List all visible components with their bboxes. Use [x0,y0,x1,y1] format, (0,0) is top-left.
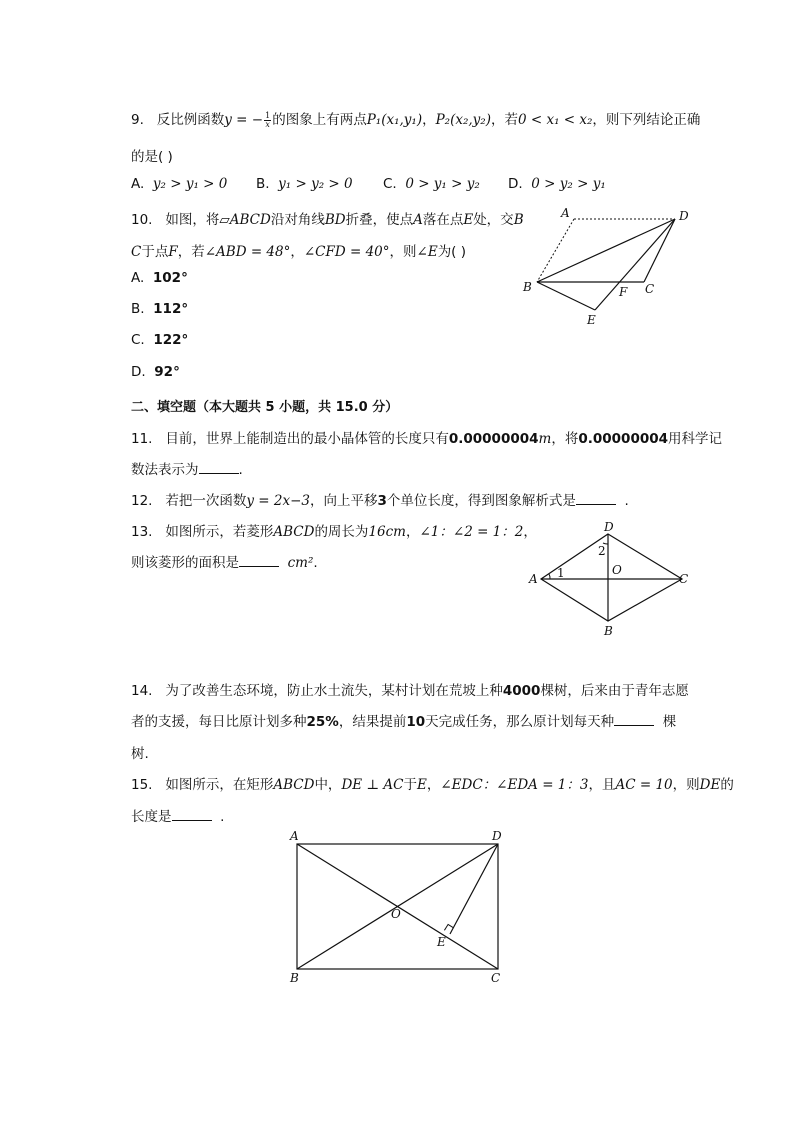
q12-end: . [624,493,629,509]
q15-label-o: O [391,907,401,921]
q10-abcd: ABCD [229,212,271,228]
q13-text-1: 如图所示，若菱形 [165,524,274,540]
q15-number: 15. [131,777,153,793]
q12-line1 [131,489,629,509]
q9-option-d [508,176,606,192]
q10-angle-e: ∠E [416,244,438,260]
q15-line1 [131,773,734,793]
q15-text-6: ，则 [672,777,700,793]
q15-e: E [416,777,427,793]
q9-y-eq: y = − [224,112,264,128]
q15-end: . [220,809,225,825]
q9-option-c-label: C. [383,176,397,192]
q11-answer-blank[interactable] [199,461,239,474]
q10-seg-de [595,219,675,310]
q11-text-2: ，将 [551,431,579,447]
q9-p2: P₂(x₂,y₂) [435,112,491,128]
q10-option-d-label: D. [131,364,146,380]
q9-option-a-text: y₂ > y₁ > 0 [152,176,228,192]
q10-line1 [131,208,524,228]
q10-sep: ， [290,244,304,260]
q10-e: E [463,212,474,228]
q13-text-4: ， [523,524,537,540]
q13-label-b: B [604,624,613,638]
q9-text-4: ，则下列结论正确 [592,112,701,128]
q9-fraction [264,112,271,129]
q15-answer-blank[interactable] [172,808,212,821]
q11-line2-text: 数法表示为 [131,462,199,478]
q15-text-7: 的 [720,777,734,793]
q14-line2 [131,710,676,730]
q13-end: . [313,555,318,571]
q10-option-c-label: C. [131,332,145,348]
q9-text-3: ，若 [490,112,518,128]
q14-line2-text-c: 天完成任务，那么原计划每天种 [425,714,615,730]
q10-figure [515,205,700,330]
q10-label-f: F [619,285,628,299]
section-2-title: 二、填空题（本大题共 5 小题，共 15.0 分） [131,400,399,415]
q10-label-d: D [679,209,689,223]
q15-seg-de [450,844,498,934]
q9-option-d-label: D. [508,176,523,192]
q9-option-b [256,176,353,192]
q13-label-a: A [529,572,538,586]
q15-label-d: D [492,829,502,843]
q10-option-b-label: B. [131,301,145,317]
q15-text-2: 中， [314,777,342,793]
q10-option-a-text: 102° [152,270,188,286]
q15-label-b: B [290,971,299,985]
q10-option-c [131,332,188,348]
q15-line2 [131,805,224,825]
q12-text-2: ，向上平移 [309,493,378,509]
q13-label-c: C [679,572,689,586]
q10-text-2: 沿对角线 [270,212,325,228]
q13-number: 13. [131,524,153,540]
q10-option-a-label: A. [131,270,145,286]
q12-answer-blank[interactable] [576,492,616,505]
q12-text-3: 个单位长度，得到图象解析式是 [386,493,576,509]
q10-angle-cfd: ∠CFD = 40° [303,244,390,260]
q14-line2-text-a: 者的支援，每日比原计划多种 [131,714,307,730]
q12-equation: y = 2x−3 [246,493,310,509]
q10-option-b [131,301,188,317]
q14-line1 [131,679,689,699]
q11-value-1: 0.00000004 [448,431,539,447]
q10-seg-dc [644,219,675,282]
q14-text-2: 棵树，后来由于青年志愿 [540,683,689,699]
q14-line2-text-b: ，结果提前 [338,714,407,730]
q13-line2 [131,551,318,571]
q13-angle-1-arc [549,574,550,579]
q9-option-a-label: A. [131,176,145,192]
q13-unit: cm² [287,555,314,571]
q9-line2: 的是( ) [131,149,173,165]
q11-number: 11. [131,431,153,447]
q13-figure [528,518,698,643]
q13-label-2: 2 [598,544,606,558]
q10-label-e: E [587,313,596,327]
q12-text-1: 若把一次函数 [165,493,247,509]
q13-ratio: ∠1：∠2 = 1：2 [419,524,524,540]
q10-seg-bd [537,219,675,282]
q13-text-3: ， [405,524,420,540]
q14-text-1: 为了改善生态环境，防止水土流失，某村计划在荒坡上种 [165,683,503,699]
q9-option-c [383,176,480,192]
q10-label-a: A [561,206,570,220]
q15-ratio: ∠EDC：∠EDA = 1：3 [440,777,589,793]
q13-line2-text: 则该菱形的面积是 [131,555,239,571]
q11-end: . [238,462,243,478]
q13-label-1: 1 [557,566,565,580]
q15-figure [285,825,510,985]
q15-text-1: 如图所示，在矩形 [165,777,274,793]
q14-line3: 树. [131,746,149,762]
q11-text-3: 用科学记 [668,431,723,447]
q15-ac: AC = 10 [615,777,673,793]
q9-frac-den: x [265,119,270,129]
q9-option-d-text: 0 > y₂ > y₁ [531,176,606,192]
q10-bd: BD [324,212,346,228]
q11-unit: m [538,431,552,447]
q10-option-a [131,270,188,286]
q13-label-d: D [604,520,614,534]
q10-number: 10. [131,212,153,228]
q9-option-b-text: y₁ > y₂ > 0 [278,176,353,192]
q12-number: 12. [131,493,153,509]
q9-p1: P₁(x₁,y₁) [366,112,423,128]
q10-line2-text-4: 为( ) [437,244,467,260]
q14-days: 10 [406,714,426,730]
q13-perimeter: 16cm [368,524,406,540]
q9-condition: 0 < x₁ < x₂ [517,112,593,128]
q15-label-c: C [491,971,501,985]
q9-line1 [131,108,700,129]
q10-c: C [131,244,142,260]
q15-line2-text: 长度是 [131,809,172,825]
q11-text-1: 目前，世界上能制造出的最小晶体管的长度只有 [165,431,449,447]
q14-trees: 4000 [502,683,541,699]
q9-text-2: 的图象上有两点 [272,112,367,128]
q9-frac-num: 1 [265,110,271,120]
q10-text-3: 折叠，使点 [345,212,414,228]
q10-text-1: 如图，将▱ [165,212,230,228]
q10-line2-text-1: 于点 [141,244,169,260]
q15-abcd: ABCD [273,777,315,793]
q11-line1 [131,427,722,447]
q10-label-c: C [645,282,655,296]
q15-label-e: E [437,935,446,949]
q10-line2-text-2: ，若 [177,244,205,260]
q10-text-4: 落在点 [422,212,464,228]
q10-option-d [131,364,180,380]
q10-line2 [131,240,466,260]
q14-line2-text-d: 棵 [662,714,677,730]
q10-angle-abd: ∠ABD = 48° [204,244,291,260]
q9-comma: ， [422,112,436,128]
q15-text-4: ， [426,777,441,793]
q14-answer-blank[interactable] [614,713,654,726]
q14-number: 14. [131,683,153,699]
q12-units: 3 [377,493,387,509]
q10-label-b: B [523,280,532,294]
q10-text-5: 处，交 [473,212,514,228]
q10-a: A [413,212,423,228]
q9-option-c-text: 0 > y₁ > y₂ [405,176,480,192]
q11-value-2: 0.00000004 [578,431,669,447]
q13-line1 [131,520,537,540]
q9-text-1: 反比例函数 [156,112,225,128]
q10-seg-ab [537,219,574,282]
q13-abcd: ABCD [273,524,315,540]
q10-seg-be [537,282,595,310]
q9-option-b-label: B. [256,176,270,192]
q14-percent: 25% [306,714,339,730]
q10-b: B [513,212,524,228]
q15-de: DE [699,777,721,793]
q15-text-3: 于 [403,777,417,793]
q15-text-5: ，且 [588,777,616,793]
q13-answer-blank[interactable] [239,554,279,567]
q10-option-d-text: 92° [154,364,180,380]
q13-label-o: O [612,563,622,577]
q9-option-a [131,176,227,192]
q15-perp: DE ⊥ AC [341,777,404,793]
q11-line2 [131,458,243,478]
q10-line2-text-3: ，则 [389,244,417,260]
q10-option-b-text: 112° [153,301,189,317]
q13-text-2: 的周长为 [314,524,369,540]
q15-label-a: A [290,829,299,843]
q10-option-c-text: 122° [153,332,189,348]
q9-number: 9. [131,112,144,128]
q10-f: F [168,244,178,260]
